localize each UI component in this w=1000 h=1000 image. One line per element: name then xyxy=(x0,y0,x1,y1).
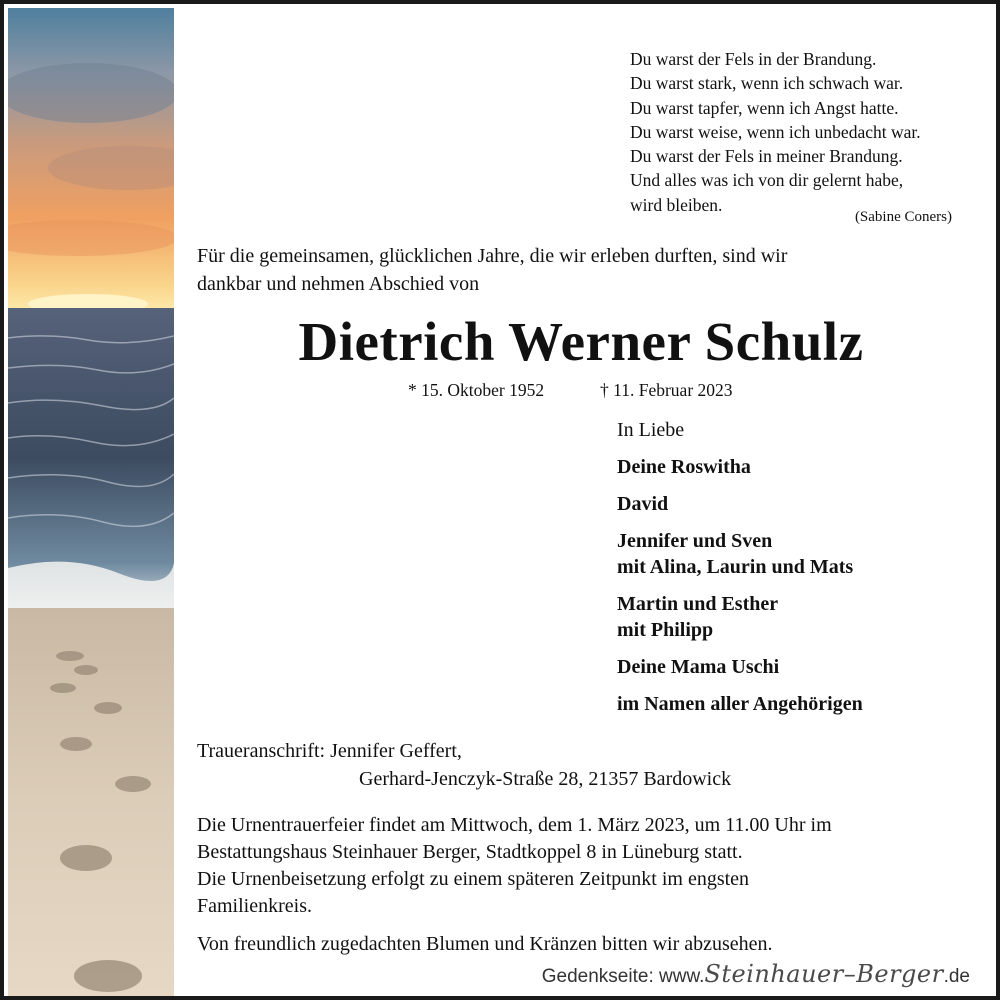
family-group xyxy=(617,591,863,643)
ceremony-line: Die Urnentrauerfeier findet am Mittwoch, dem 1. März 2023, um 11.00 Uhr im xyxy=(197,814,832,836)
family-group xyxy=(617,528,863,580)
poem-line: Du warst weise, wenn ich unbedacht war. xyxy=(630,121,921,142)
ceremony-line: Bestattungshaus Steinhauer Berger, Stadtkoppel 8 in Lüneburg statt. xyxy=(197,841,743,863)
domain-suffix: .de xyxy=(943,966,970,987)
family-group xyxy=(617,491,863,517)
intro-line: dankbar und nehmen Abschied von xyxy=(197,273,480,295)
funeral-home-logo: Steinhauer–Berger xyxy=(704,960,944,988)
family-signatures xyxy=(617,417,863,728)
address-line: Traueranschrift: Jennifer Geffert, xyxy=(197,740,462,762)
poem-line: wird bleiben. xyxy=(630,194,723,215)
intro-line: Für die gemeinsamen, glücklichen Jahre, die wir erleben durften, sind wir xyxy=(197,245,788,267)
memorial-page-label: Gedenkseite: www. xyxy=(541,966,705,987)
family-member: Martin und Esther xyxy=(617,593,779,615)
ceremony-text xyxy=(197,812,987,920)
flowers-request: Von freundlich zugedachten Blumen und Kränzen bitten wir abzusehen. xyxy=(197,933,773,955)
family-group xyxy=(617,417,863,443)
family-member: mit Alina, Laurin und Mats xyxy=(617,556,854,578)
poem xyxy=(630,47,921,217)
family-member: Deine Roswitha xyxy=(617,456,751,478)
death-date: † 11. Februar 2023 xyxy=(600,380,733,400)
mourning-address xyxy=(197,737,731,793)
intro-text xyxy=(197,242,977,298)
memorial-page-link[interactable] xyxy=(542,960,970,988)
poem-line: Und alles was ich von dir gelernt habe, xyxy=(630,170,904,191)
ceremony-line: Die Urnenbeisetzung erfolgt zu einem späteren Zeitpunkt im engsten xyxy=(197,868,750,890)
address-street: Gerhard-Jenczyk-Straße 28, 21357 Bardowick xyxy=(359,768,732,790)
family-member: Deine Mama Uschi xyxy=(617,656,780,678)
poem-line: Du warst tapfer, wenn ich Angst hatte. xyxy=(630,97,899,118)
family-member: im Namen aller Angehörigen xyxy=(617,693,863,715)
poem-line: Du warst der Fels in der Brandung. xyxy=(630,49,877,69)
family-member: Jennifer und Sven xyxy=(617,530,773,552)
family-member: mit Philipp xyxy=(617,619,714,641)
beach-footprints-image xyxy=(8,8,174,1000)
family-group xyxy=(617,654,863,680)
poem-line: Du warst der Fels in meiner Brandung. xyxy=(630,146,903,167)
birth-date: * 15. Oktober 1952 xyxy=(408,380,545,400)
ceremony-line: Familienkreis. xyxy=(197,895,312,917)
family-group xyxy=(617,454,863,480)
deceased-name: Dietrich Werner Schulz xyxy=(298,311,864,372)
in-love-line: In Liebe xyxy=(617,419,685,441)
poem-line: Du warst stark, wenn ich schwach war. xyxy=(630,73,904,94)
family-group xyxy=(617,691,863,717)
poem-author: (Sabine Coners) xyxy=(854,209,952,225)
family-member: David xyxy=(617,493,669,515)
